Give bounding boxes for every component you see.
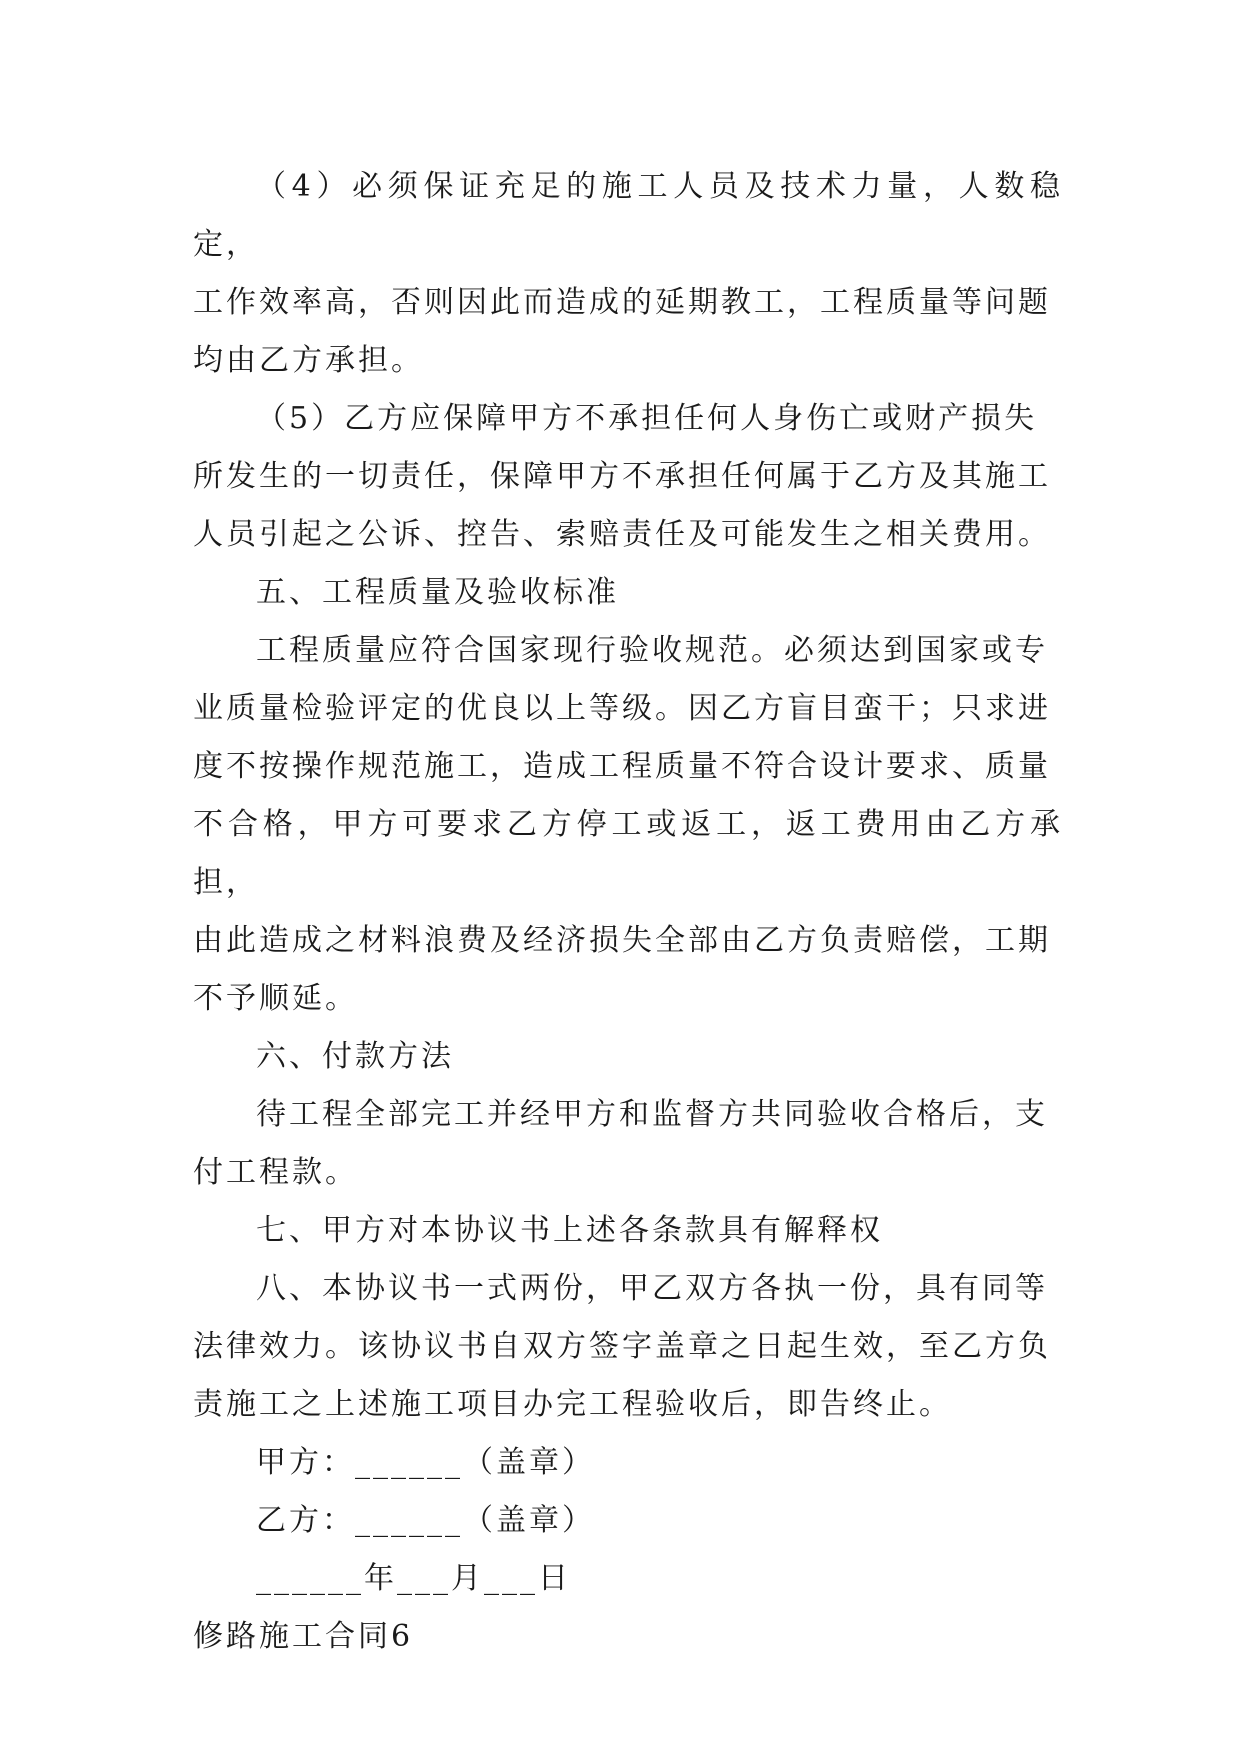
clause-5-line-1: （5）乙方应保障甲方不承担任何人身伤亡或财产损失: [256, 401, 1038, 436]
clause-5: [193, 390, 1063, 564]
clause-4-line-3: 均由乙方承担。: [193, 343, 424, 378]
section-5-line-6: 不予顺延。: [193, 981, 358, 1016]
clause-4-line-1: （4）必须保证充足的施工人员及技术力量，人数稳定，: [193, 169, 1063, 262]
section-5-line-2: 业质量检验评定的优良以上等级。因乙方盲目蛮干；只求进: [193, 691, 1051, 726]
section-8-line-3: 责施工之上述施工项目办完工程验收后，即告终止。: [193, 1387, 952, 1422]
section-5-body: [193, 622, 1063, 1028]
party-a-signature: 甲方：______（盖章）: [256, 1445, 595, 1480]
clause-4-line-2: 工作效率高，否则因此而造成的延期教工，工程质量等问题: [193, 285, 1051, 320]
clause-5-line-3: 人员引起之公诉、控告、索赔责任及可能发生之相关费用。: [193, 517, 1051, 552]
section-6-heading: 六、付款方法: [256, 1039, 454, 1074]
section-5-line-1: 工程质量应符合国家现行验收规范。必须达到国家或专: [256, 633, 1048, 668]
section-5-line-4: 不合格，甲方可要求乙方停工或返工，返工费用由乙方承担，: [193, 807, 1063, 900]
signature-date: ______年___月___日: [256, 1561, 571, 1596]
clause-5-line-2: 所发生的一切责任，保障甲方不承担任何属于乙方及其施工: [193, 459, 1051, 494]
section-6-line-2: 付工程款。: [193, 1155, 358, 1190]
section-8-line-2: 法律效力。该协议书自双方签字盖章之日起生效，至乙方负: [193, 1329, 1051, 1364]
clause-4: [193, 158, 1063, 390]
section-7-heading: 七、甲方对本协议书上述各条款具有解释权: [256, 1213, 883, 1248]
party-b-signature: 乙方：______（盖章）: [256, 1503, 595, 1538]
section-5-line-5: 由此造成之材料浪费及经济损失全部由乙方负责赔偿，工期: [193, 923, 1051, 958]
section-5-line-3: 度不按操作规范施工，造成工程质量不符合设计要求、质量: [193, 749, 1051, 784]
next-contract-title: 修路施工合同6: [193, 1619, 414, 1654]
section-6-body: [193, 1086, 1063, 1202]
section-6-line-1: 待工程全部完工并经甲方和监督方共同验收合格后，支: [256, 1097, 1048, 1132]
document-page: [193, 158, 1063, 1666]
section-5-heading: 五、工程质量及验收标准: [256, 575, 619, 610]
section-8-body: [193, 1260, 1063, 1434]
section-8-line-1: 八、本协议书一式两份，甲乙双方各执一份，具有同等: [256, 1271, 1048, 1306]
